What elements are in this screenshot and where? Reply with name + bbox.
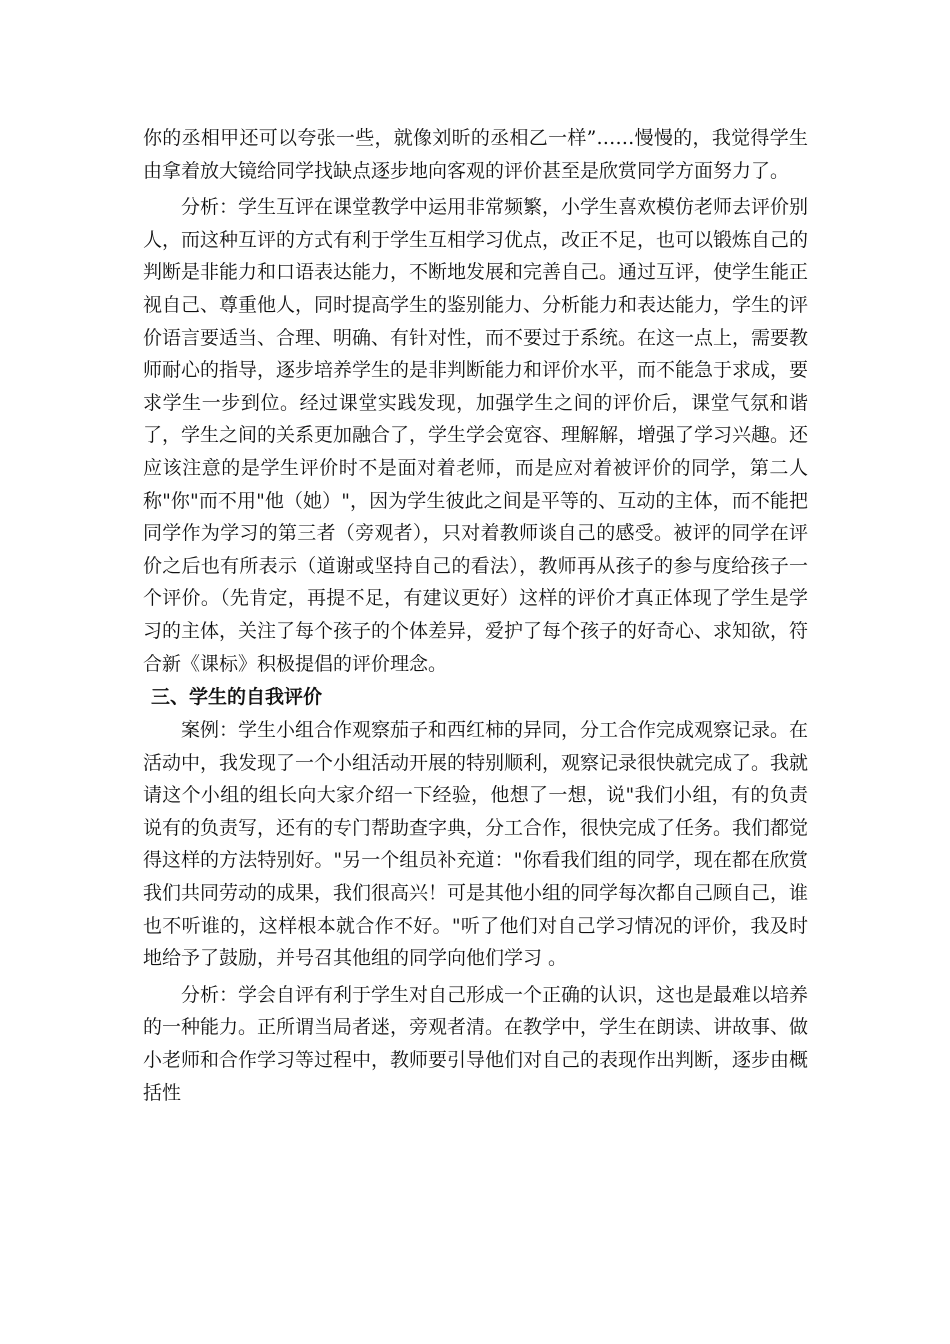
paragraph-self-evaluation-case: 案例：学生小组合作观察茄子和西红柿的异同，分工合作完成观察记录。在活动中，我发现了一个小组活动开展的特别顺利，观察记录很快就完成了。我就请这个小组的组长向大家介绍一下经验，他想了一想，说"我们小组，有的负责说有的负责写，还有的专门帮助查字典，分工合作，很快完成了任务。我们都觉得这样的方法特别好。"另一个组员补充道："你看我们组的同学，现在都在欣赏我们共同劳动的成果，我们很高兴！可是其他小组的同学每次都自己顾自己，谁也不听谁的，这样根本就合作不好。"听了他们对自己学习情况的评价，我及时地给予了鼓励，并号召其他组的同学向他们学习 。 [143,719,809,970]
section-heading-self-evaluation: 三、学生的自我评价 [151,686,323,709]
paragraph-self-evaluation-analysis: 分析：学会自评有利于学生对自己形成一个正确的认识，这也是最难以培养的一种能力。正所谓当局者迷，旁观者清。在教学中，学生在朗读、讲故事、做小老师和合作学习等过程中，教师要引导他们对自己的表现作出判断，逐步由概括性 [143,983,809,1104]
paragraph-peer-review-example-end: 你的丞相甲还可以夸张一些，就像刘昕的丞相乙一样”……慢慢的，我觉得学生由拿着放大镜给同学找缺点逐步地向客观的评价甚至是欣赏同学方面努力了。 [143,127,808,182]
paragraph-peer-review-analysis: 分析：学生互评在课堂教学中运用非常频繁，小学生喜欢模仿老师去评价别人，而这种互评的方式有利于学生互相学习优点，改正不足，也可以锻炼自己的判断是非能力和口语表达能力，不断地发展和完善自己。通过互评，使学生能正视自己、尊重他人，同时提高学生的鉴别能力、分析能力和表达能力，学生的评价语言要适当、合理、明确、有针对性，而不要过于系统。在这一点上，需要教师耐心的指导，逐步培养学生的是非判断能力和评价水平，而不能急于求成，要求学生一步到位。经过课堂实践发现，加强学生之间的评价后，课堂气氛和谐了，学生之间的关系更加融合了，学生学会宽容、理解解，增强了学习兴趣。还应该注意的是学生评价时不是面对着老师，而是应对着被评价的同学，第二人称"你"而不用"他（她）"，因为学生彼此之间是平等的、互动的主体，而不能把同学作为学习的第三者（旁观者），只对着教师谈自己的感受。被评的同学在评价之后也有所表示（道谢或坚持自己的看法），教师再从孩子的参与度给孩子一个评价。（先肯定，再提不足，有建议更好）这样的评价才真正体现了学生是学习的主体，关注了每个孩子的个体差异，爱护了每个孩子的好奇心、求知欲，符合新《课标》积极提倡的评价理念。 [143,196,809,675]
document-body [143,122,808,1109]
